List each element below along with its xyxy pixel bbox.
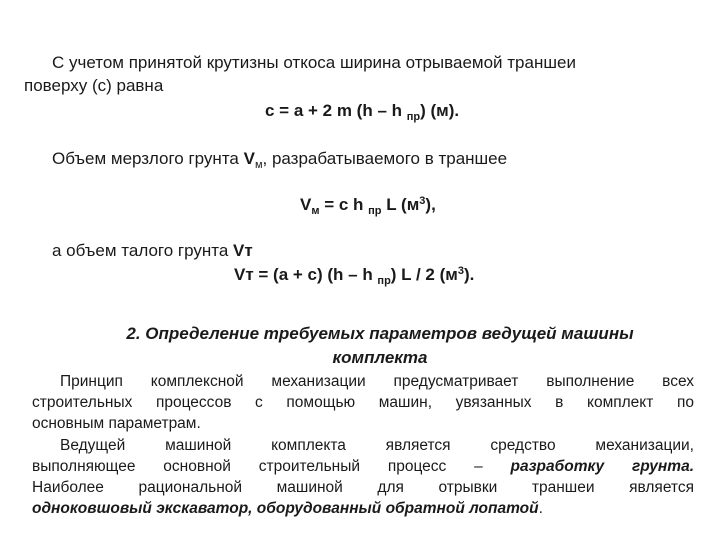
paragraph-leading-machine bbox=[32, 435, 694, 456]
section-heading bbox=[60, 322, 700, 370]
paragraph-line: поверху (с) равна bbox=[24, 76, 164, 95]
formula-trench-width bbox=[265, 100, 459, 122]
paragraph-text: , разрабатываемого в траншее bbox=[262, 149, 508, 168]
paragraph-frozen-soil bbox=[52, 148, 507, 170]
paragraph-text: а объем талого грунта bbox=[52, 241, 234, 260]
formula-text: Vт = (а + с) (h – h bbox=[234, 265, 378, 284]
formula-subscript: пр bbox=[377, 275, 391, 287]
paragraph-line bbox=[32, 498, 694, 519]
paragraph-line: Принцип комплексной механизации предусматривает выполнение всех bbox=[60, 373, 694, 390]
paragraph-line: Наиболее рациональной машиной для отрывки траншеи является bbox=[32, 479, 694, 496]
formula-subscript: пр bbox=[406, 111, 421, 123]
formula-frozen-volume bbox=[300, 194, 436, 216]
formula-superscript: 3 bbox=[419, 195, 426, 207]
symbol-v: V bbox=[243, 149, 255, 168]
paragraph-text: выполняющее основной строительный процесс – bbox=[32, 458, 511, 475]
paragraph-text: Объем мерзлого грунта bbox=[52, 149, 244, 168]
formula-text: = с h bbox=[319, 195, 369, 214]
formula-text: с = а + 2 m (h – h bbox=[265, 101, 407, 120]
emphasis-text: разработку грунта bbox=[510, 458, 690, 475]
formula-subscript: м bbox=[311, 205, 320, 217]
paragraph-leading-machine-cont bbox=[32, 456, 694, 519]
paragraph-principle-cont bbox=[32, 392, 694, 434]
paragraph-thawed-soil bbox=[52, 240, 253, 262]
heading-line: 2. Определение требуемых параметров ведущей машины bbox=[126, 324, 634, 343]
formula-text: ), bbox=[425, 195, 436, 214]
formula-text: V bbox=[300, 195, 312, 214]
formula-text: L (м bbox=[381, 195, 420, 214]
paragraph-principle bbox=[32, 371, 694, 392]
formula-superscript: 3 bbox=[457, 265, 464, 277]
paragraph-line: С учетом принятой крутизны откоса ширина отрываемой траншеи bbox=[52, 53, 576, 72]
paragraph-line: Ведущей машиной комплекта является средство механизации, bbox=[60, 437, 694, 454]
symbol-subscript: м bbox=[254, 159, 263, 171]
emphasis-text: . bbox=[689, 458, 694, 475]
formula-text: ) L / 2 (м bbox=[390, 265, 458, 284]
emphasis-text: одноковшовый экскаватор, оборудованный обратной лопатой bbox=[32, 500, 539, 517]
formula-thawed-volume bbox=[234, 264, 474, 286]
paragraph-line: основным параметрам. bbox=[32, 415, 201, 432]
heading-line: комплекта bbox=[332, 348, 428, 367]
paragraph-line bbox=[32, 456, 694, 477]
formula-text: ) (м). bbox=[420, 101, 460, 120]
paragraph-line: строительных процессов с помощью машин, увязанных в комплект по bbox=[32, 394, 694, 411]
paragraph-text: . bbox=[538, 500, 543, 517]
formula-subscript: пр bbox=[368, 205, 382, 217]
formula-text: ). bbox=[463, 265, 475, 284]
symbol-vt: Vт bbox=[233, 241, 253, 260]
